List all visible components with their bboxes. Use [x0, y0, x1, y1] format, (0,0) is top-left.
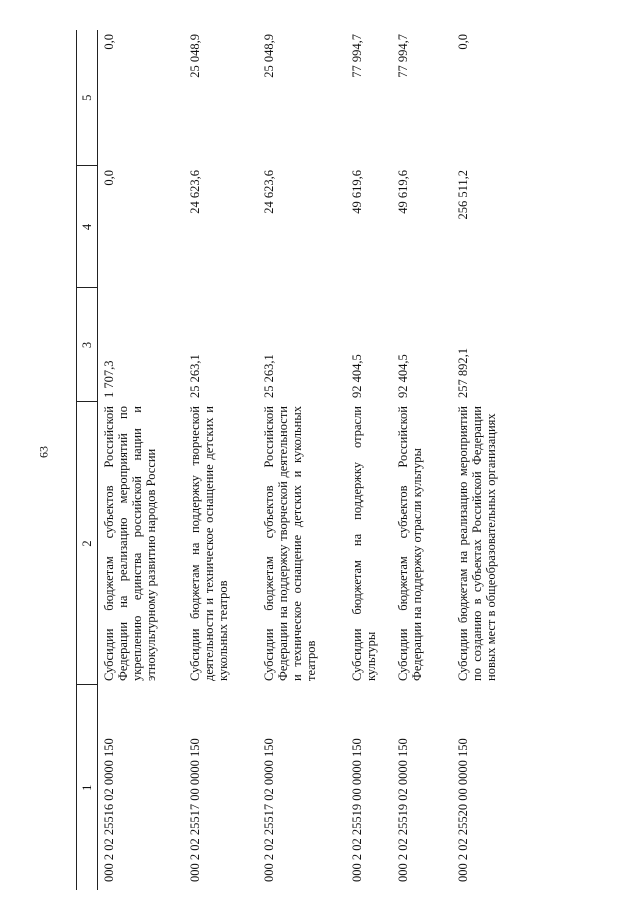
budget-code: 000 2 02 25517 00 0000 150 — [188, 738, 202, 882]
budget-code: 000 2 02 25519 00 0000 150 — [350, 738, 364, 882]
table-row — [98, 30, 185, 890]
table-row — [184, 30, 258, 890]
value-col-3: 1 707,3 — [102, 360, 116, 398]
value-col-3: 92 404,5 — [396, 354, 410, 398]
table-header-row — [77, 30, 98, 890]
column-header-2: 2 — [77, 402, 98, 685]
column-header-5: 5 — [77, 30, 98, 166]
item-name: Субсидии бюджетам на поддержку отрасли культуры — [350, 406, 379, 681]
budget-code: 000 2 02 25520 00 0000 150 — [456, 738, 470, 882]
value-col-3: 92 404,5 — [350, 354, 364, 398]
page-number: 63 — [36, 446, 51, 458]
value-col-4: 49 619,6 — [396, 170, 410, 214]
table-row — [346, 30, 392, 890]
budget-table — [76, 30, 534, 890]
value-col-5: 25 048,9 — [188, 34, 202, 78]
value-col-5: 77 994,7 — [350, 34, 364, 78]
value-col-5: 25 048,9 — [262, 34, 276, 78]
budget-code: 000 2 02 25516 02 0000 150 — [102, 738, 116, 882]
value-col-5: 77 994,7 — [396, 34, 410, 78]
value-col-3: 25 263,1 — [188, 354, 202, 398]
item-name: Субсидии бюджетам на реализацию мероприятий по созданию в субъектах Российской Федерации новых мест в общеобразовательных организациях — [456, 406, 499, 681]
value-col-5: 0,0 — [456, 34, 470, 50]
value-col-4: 24 623,6 — [262, 170, 276, 214]
value-col-4: 24 623,6 — [188, 170, 202, 214]
column-header-1: 1 — [77, 685, 98, 890]
budget-code: 000 2 02 25517 02 0000 150 — [262, 738, 276, 882]
value-col-4: 0,0 — [102, 170, 116, 186]
budget-table-rotated — [76, 30, 534, 890]
table-row — [258, 30, 346, 890]
budget-code: 000 2 02 25519 02 0000 150 — [396, 738, 410, 882]
item-name: Субсидии бюджетам субъектов Российской Федерации на поддержку творческой деятельности и техническое оснащение детских и кукольных театров — [262, 406, 319, 681]
value-col-4: 49 619,6 — [350, 170, 364, 214]
value-col-4: 256 511,2 — [456, 170, 470, 220]
table-row — [452, 30, 534, 890]
value-col-3: 25 263,1 — [262, 354, 276, 398]
value-col-3: 257 892,1 — [456, 348, 470, 398]
table-row — [392, 30, 452, 890]
value-col-5: 0,0 — [102, 34, 116, 50]
item-name: Субсидии бюджетам субъектов Российской Федерации на реализацию мероприятий по укреплению единства российской нации и этнокультурному развитию народов России — [102, 406, 159, 681]
column-header-4: 4 — [77, 166, 98, 288]
item-name: Субсидии бюджетам на поддержку творческой деятельности и техническое оснащение детских и кукольных театров — [188, 406, 231, 681]
item-name: Субсидии бюджетам субъектов Российской Федерации на поддержку отрасли культуры — [396, 406, 425, 681]
column-header-3: 3 — [77, 288, 98, 402]
